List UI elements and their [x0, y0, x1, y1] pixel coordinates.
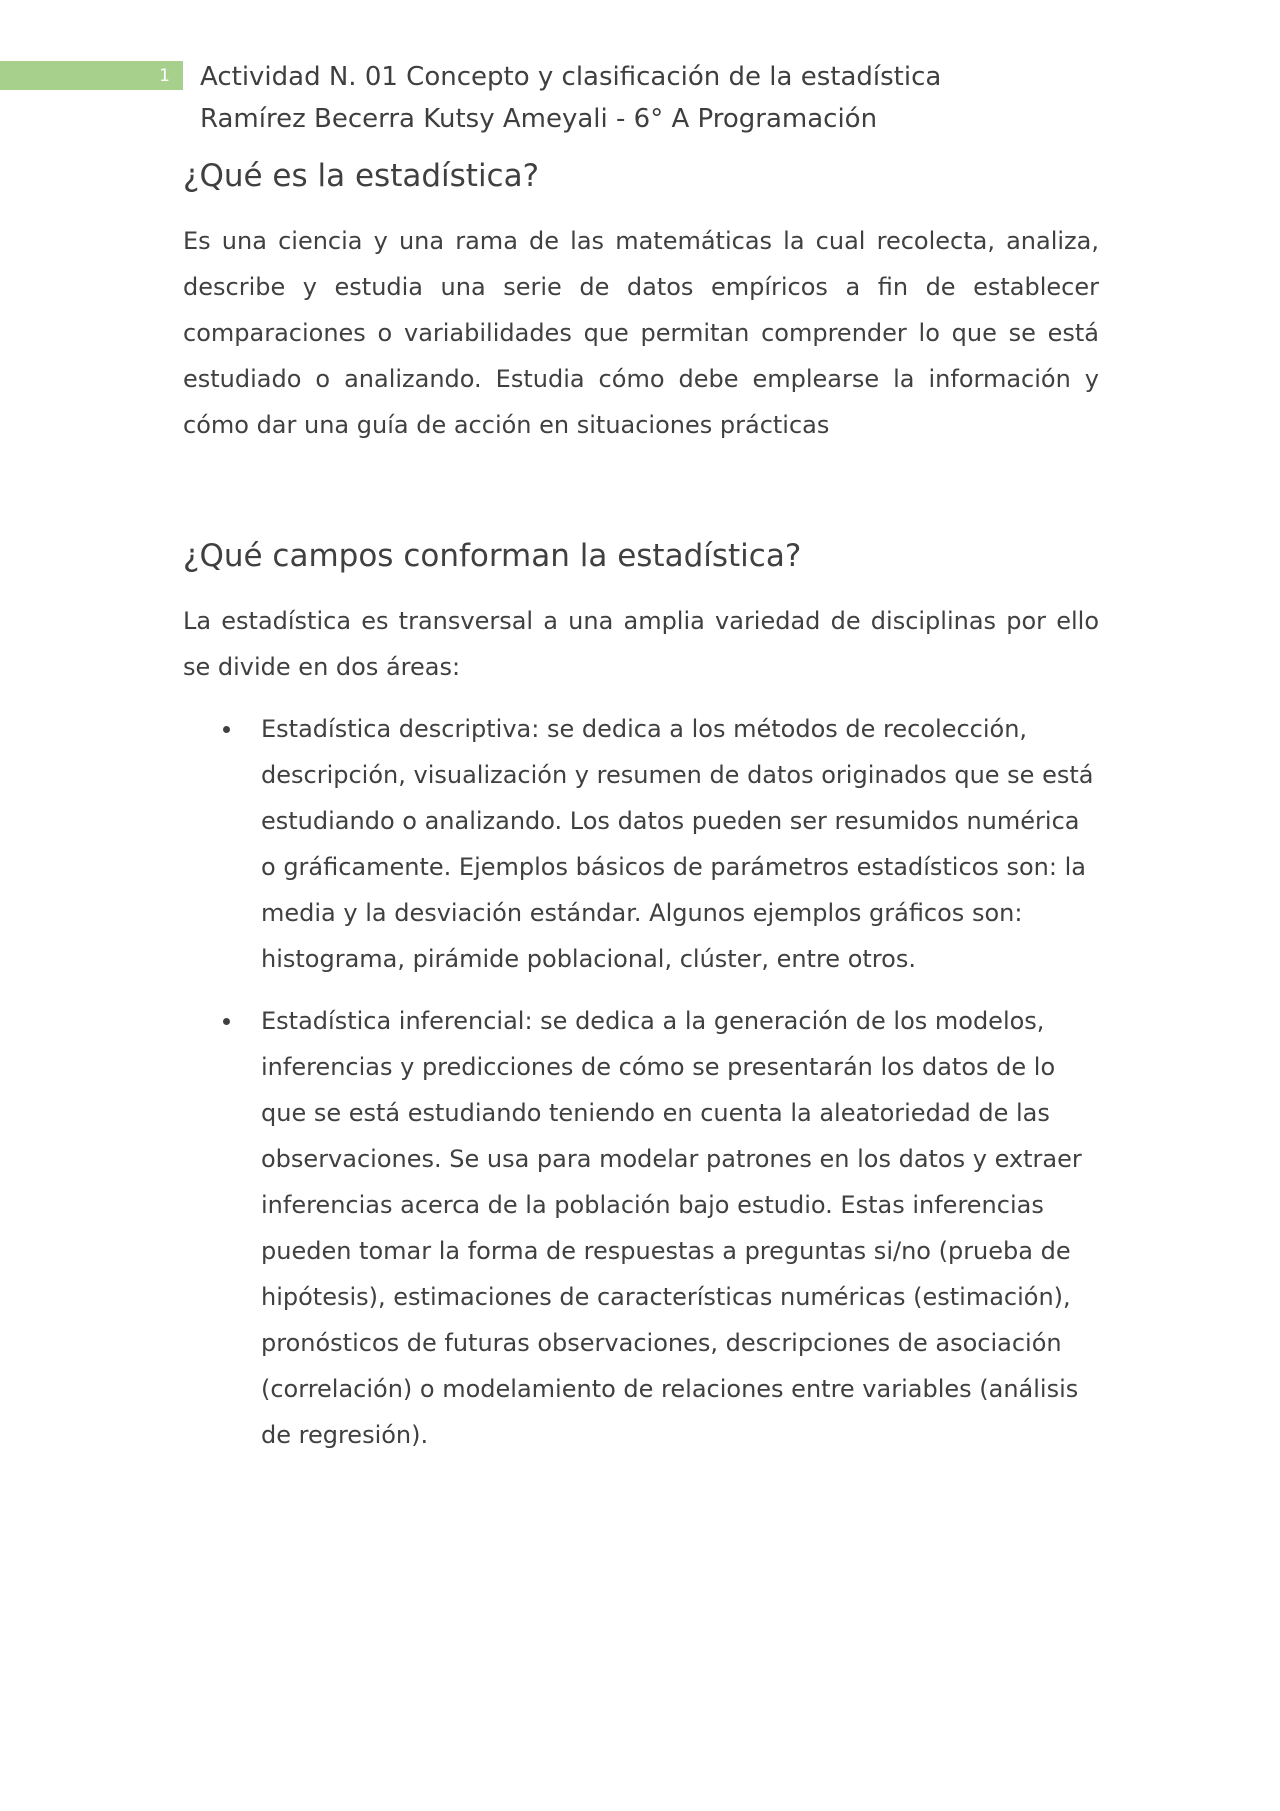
document-header [200, 56, 1100, 140]
header-author: Ramírez Becerra Kutsy Ameyali - 6° A Programación [200, 104, 878, 134]
section-heading-what-is-statistics: ¿Qué es la estadística? [183, 158, 540, 194]
section-paragraph-definition: Es una ciencia y una rama de las matemáticas la cual recolecta, analiza, describe y estudia una serie de datos empíricos a fin de establecer comparaciones o variabilidades que permitan comprender lo que se está estudiado o analizando. Estudia cómo debe emplearse la información y cómo dar una guía de acción en situaciones prácticas [183, 227, 1099, 439]
bullet-text: Estadística inferencial: se dedica a la generación de los modelos, inferencias y predicciones de cómo se presentarán los datos de lo que se está estudiando teniendo en cuenta la aleatoriedad de las observaciones. Se usa para modelar patrones en los datos y extraer inferencias acerca de la población bajo estudio. Estas inferencias pueden tomar la forma de respuestas a preguntas si/no (prueba de hipótesis), estimaciones de características numéricas (estimación), pronósticos de futuras observaciones, descripciones de asociación (correlación) o modelamiento de relaciones entre variables (análisis de regresión). [261, 1007, 1082, 1449]
bullet-dot-icon [223, 1018, 230, 1025]
section-paragraph-intro: La estadística es transversal a una amplia variedad de disciplinas por ello se divide en dos áreas: [183, 607, 1099, 681]
bullet-text: Estadística descriptiva: se dedica a los métodos de recolección, descripción, visualización y resumen de datos originados que se está estudiando o analizando. Los datos pueden ser resumidos numérica o gráficamente. Ejemplos básicos de parámetros estadísticos son: la media y la desviación estándar. Algunos ejemplos gráficos son: histograma, pirámide poblacional, clúster, entre otros. [261, 715, 1094, 973]
page-number: 1 [159, 66, 170, 86]
section-heading-fields: ¿Qué campos conforman la estadística? [183, 538, 802, 574]
bullet-item-inferential [183, 998, 1099, 1458]
fields-bullet-list [183, 706, 1099, 1458]
header-title: Actividad N. 01 Concepto y clasificación de la estadística [200, 62, 942, 92]
document-body [183, 154, 1099, 1474]
bullet-dot-icon [223, 726, 230, 733]
bullet-item-descriptive [183, 706, 1099, 982]
